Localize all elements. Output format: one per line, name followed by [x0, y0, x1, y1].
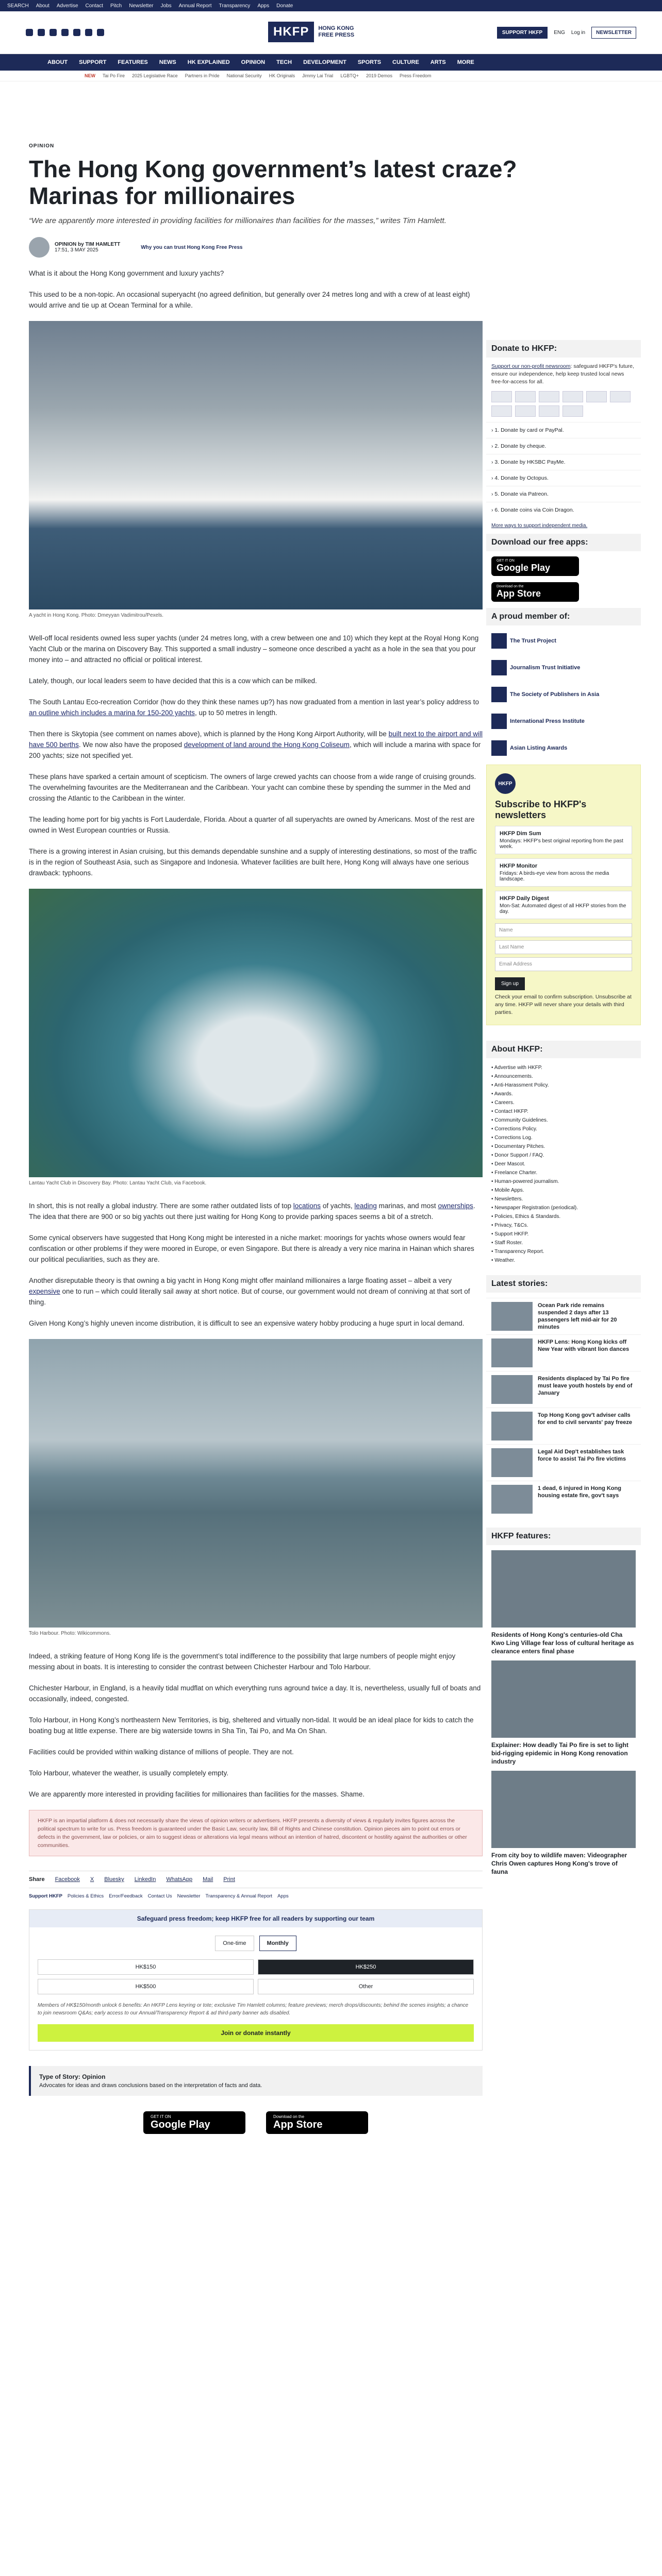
site-logo[interactable] [268, 22, 354, 42]
trending-item[interactable]: 2025 Legislative Race [132, 73, 178, 78]
trust-link[interactable]: Why you can trust Hong Kong Free Press [141, 244, 243, 250]
trending-item[interactable]: LGBTQ+ [340, 73, 359, 78]
paragraph: Chichester Harbour, in England, is a heavily tidal mudflat on which everything runs aground twice a day. It is, nevertheless, usually full of boats and occasionally, indeed, congested. [29, 1684, 481, 1703]
caption: Lantau Yacht Club in Discovery Bay. Photo: Lantau Yacht Club, via Facebook. [29, 1180, 207, 1186]
author-avatar [29, 237, 49, 258]
login-link[interactable]: Log in [571, 29, 586, 36]
email-field[interactable]: Email Address [495, 957, 632, 971]
feature-story[interactable]: Residents of Hong Kong's centuries-old Cha Kwo Ling Village fear loss of cultural heritage as clearance enters final phase [491, 1550, 636, 1655]
newsletter-option[interactable]: HKFP Dim Sum Mondays: HKFP's best original reporting from the past week. [495, 826, 632, 854]
donate-method[interactable]: › 4. Donate by Octopus. [486, 470, 641, 486]
about-link[interactable]: • Community Guidelines. [486, 1116, 641, 1125]
caption: A yacht in Hong Kong. Photo: Dmeyyan Vadimitrou/Pexels. [29, 613, 164, 618]
marina-photo [29, 889, 483, 1177]
caption: Tolo Harbour. Photo: Wikicommons. [29, 1631, 111, 1636]
article-dek: “We are apparently more interested in providing facilities for millionaires than facilities for the masses,” writes Tim Hamlett. [29, 216, 446, 225]
nav-support[interactable]: SUPPORT [79, 59, 107, 65]
about-link[interactable]: • Corrections Policy. [486, 1125, 641, 1133]
about-link[interactable]: • Freelance Charter. [486, 1168, 641, 1177]
trending-nav [0, 71, 662, 81]
hkfp-badge-icon: HKFP [495, 773, 516, 794]
share-print[interactable]: Print [223, 1876, 235, 1883]
story-type-title: Type of Story: Opinion [39, 2073, 106, 2080]
inline-link[interactable]: ownerships [438, 1202, 473, 1210]
card-icon [610, 391, 631, 402]
about-link[interactable]: • Deer Mascot. [486, 1160, 641, 1168]
story-thumbnail [491, 1338, 533, 1367]
top-utility-bar [0, 0, 662, 11]
trending-item[interactable]: Press Freedom [399, 73, 432, 78]
paragraph: What is it about the Hong Kong government and luxury yachts? [29, 269, 224, 277]
paragraph: This used to be a non-topic. An occasional superyacht (no agreed definition, but generally over 24 metres long and with a crew of at least eight) would arrive and tie up at Ocean Terminal for a while. [29, 291, 470, 309]
app-store-badge[interactable]: Download on the App Store [266, 2111, 368, 2134]
paragraph: Given Hong Kong’s highly uneven income distribution, it is difficult to see an expensive watery hobby producing a huge spurt in local demand. [29, 1319, 465, 1327]
topbar-annual-report[interactable]: Annual Report [178, 3, 212, 9]
trending-item[interactable]: Partners in Pride [185, 73, 220, 78]
share-x[interactable]: X [90, 1876, 94, 1883]
paragraph: Facilities could be provided within walking distance of millions of people. They are not. [29, 1748, 294, 1756]
amount-option-selected[interactable]: HK$250 [258, 1959, 474, 1975]
about-link[interactable]: • Newspaper Registration (periodical). [486, 1204, 641, 1212]
trending-item[interactable]: 2019 Demos [366, 73, 392, 78]
latest-story[interactable]: Top Hong Kong gov't adviser calls for end to civil servants' pay freeze [486, 1408, 641, 1444]
paragraph: Another disreputable theory is that owning a big yacht in Hong Kong might offer mainland millionaires a large floating asset – albeit a very expensive one to run – which could literally sail away at short notice. But of course, our government would not dream of conniving at that sort of thing. [29, 1277, 470, 1306]
paragraph: Then there is Skytopia (see comment on names above), which is planned by the Hong Kong Airport Authority, will be built next to the airport and will have 500 berths. We now also have the proposed development of land around the Hong Kong Coliseum, which will include a marina with space for 200 yachts; size not specified yet. [29, 730, 483, 759]
logo-text: HONG KONG FREE PRESS [318, 25, 355, 38]
paragraph: Tolo Harbour, in Hong Kong’s northeastern New Territories, is big, sheltered and virtually non-tidal. It would be an ideal place for kids to catch the boating bug at little expense. There are big waterside towns in Sha Tin, Tai Po, and Ma On Shan. [29, 1716, 474, 1735]
topbar-about[interactable]: About [36, 3, 49, 9]
share-facebook[interactable]: Facebook [55, 1876, 80, 1883]
award-icon [491, 740, 507, 756]
about-link[interactable]: • Privacy, T&Cs. [486, 1221, 641, 1230]
freq-one-time[interactable]: One-time [215, 1936, 254, 1951]
latest-story[interactable]: Residents displaced by Tai Po fire must leave youth hostels by end of January [486, 1371, 641, 1408]
article-body [29, 268, 483, 2134]
paragraph: The leading home port for big yachts is Fort Lauderdale, Florida. About a quarter of all superyachts are owned by Americans. Most of the rest are owned in West European countries or Russia. [29, 816, 475, 834]
google-play-badge[interactable]: GET IT ON Google Play [143, 2111, 245, 2134]
card-icon [491, 391, 512, 402]
footer-link[interactable]: Contact Us [147, 1893, 172, 1899]
share-bar [29, 1871, 483, 1888]
app-store-links [29, 2111, 483, 2134]
about-link[interactable]: • Contact HKFP. [486, 1107, 641, 1116]
about-link[interactable]: • Documentary Pitches. [486, 1142, 641, 1151]
google-play-badge[interactable]: GET IT ON Google Play [491, 556, 579, 576]
donate-method[interactable]: › 6. Donate coins via Coin Dragon. [486, 502, 641, 518]
share-label: Share [29, 1876, 45, 1883]
byline [29, 237, 242, 258]
logo-mark: HKFP [268, 22, 314, 42]
trust-project-icon [491, 633, 507, 649]
paragraph: Tolo Harbour, whatever the weather, is usually completely empty. [29, 1769, 228, 1777]
opinion-disclaimer: HKFP is an impartial platform & does not necessarily share the views of opinion writers or advertisers. HKFP presents a diversity of views & regularly invites figures across the political spectrum to write for us. Press freedom is guaranteed under the Basic Law, security law, Bill of Rights and Chinese constitution. Opinion pieces aim to point out errors or defects in the government, law or policies, or aim to suggest ideas or alterations via legal means without an intention of hatred, discontent or hostility against the authorities or other communities. [29, 1810, 483, 1856]
footer-link[interactable]: Support HKFP [29, 1893, 62, 1899]
about-link[interactable]: • Careers. [486, 1098, 641, 1107]
harbour-photo [29, 1339, 483, 1628]
trending-item[interactable]: Tai Po Fire [103, 73, 125, 78]
subscribe-note: Check your email to confirm subscription. Unsubscribe at any time. HKFP will never share your details with third parties. [495, 994, 632, 1015]
join-button[interactable]: Join or donate instantly [38, 2024, 474, 2042]
donate-method[interactable]: › 5. Donate via Patreon. [486, 486, 641, 502]
youtube-icon[interactable] [61, 29, 69, 36]
about-link[interactable]: • Announcements. [486, 1072, 641, 1081]
app-store-badge[interactable]: Download on the App Store [491, 582, 579, 602]
story-thumbnail [491, 1375, 533, 1404]
inline-link[interactable]: leading [354, 1202, 377, 1210]
latest-story[interactable]: Legal Aid Dep't establishes task force to assist Tai Po fire victims [486, 1444, 641, 1481]
share-bluesky[interactable]: Bluesky [104, 1876, 124, 1883]
inline-link[interactable]: development of land around the Hong Kong Coliseum [184, 741, 350, 749]
figure-yacht [29, 321, 483, 618]
support-button[interactable]: SUPPORT HKFP [497, 27, 548, 39]
feature-story[interactable]: From city boy to wildlife maven: Videographer Chris Owen captures Hong Kong's trove of fauna [491, 1771, 636, 1876]
publish-date: 17:51, 3 MAY 2025 [55, 247, 98, 253]
about-link[interactable]: • Anti-Harassment Policy. [486, 1081, 641, 1090]
feature-story[interactable]: Explainer: How deadly Tai Po fire is set to light bid-rigging epidemic in Hong Kong renovation industry [491, 1660, 636, 1766]
about-link[interactable]: • Human-powered journalism. [486, 1177, 641, 1186]
about-link[interactable]: • Corrections Log. [486, 1133, 641, 1142]
story-type-box [29, 2066, 483, 2096]
sidebar-latest-title: Latest stories: [486, 1275, 641, 1293]
paragraph: Lately, though, our local leaders seem to have decided that this is a cow which can be milked. [29, 677, 317, 685]
card-icon [515, 391, 536, 402]
about-link[interactable]: • Support HKFP. [486, 1230, 641, 1239]
story-thumbnail [491, 1302, 533, 1331]
nav-news[interactable]: NEWS [159, 59, 176, 65]
nonprofit-link[interactable]: Support our non-profit newsroom [491, 363, 571, 369]
donate-method[interactable]: › 2. Donate by cheque. [486, 438, 641, 454]
section-label[interactable]: OPINION [29, 143, 55, 149]
about-link[interactable]: • Advertise with HKFP. [486, 1063, 641, 1072]
card-icon [586, 391, 607, 402]
facebook-icon[interactable] [26, 29, 33, 36]
author-name[interactable]: OPINION by TIM HAMLETT [55, 242, 121, 247]
sidebar-donate-title: Donate to HKFP: [486, 340, 641, 358]
card-icon [515, 405, 536, 417]
language-select[interactable]: ENG [554, 29, 565, 36]
nav-tech[interactable]: TECH [276, 59, 292, 65]
inline-link[interactable]: built next to the airport and will have 500 berths [29, 730, 483, 749]
donate-method[interactable]: › 1. Donate by card or PayPal. [486, 422, 641, 438]
member-logo[interactable]: The Society of Publishers in Asia [491, 684, 636, 705]
paragraph: The South Lantau Eco-recreation Corridor (how do they think these names up?) has now graduated from a mention in last year’s policy address to an outline which includes a marina for 150-200 yachts, up to 50 metres in length. [29, 698, 479, 717]
signup-button[interactable]: Sign up [495, 977, 525, 990]
donation-methods [486, 422, 641, 518]
first-name-field[interactable]: Name [495, 923, 632, 937]
paragraph: We are apparently more interested in providing facilities for millionaires than facilities for the masses. Shame. [29, 1790, 365, 1798]
about-link[interactable]: • Mobile Apps. [486, 1186, 641, 1195]
freq-monthly[interactable]: Monthly [259, 1936, 296, 1951]
trending-item[interactable]: Jimmy Lai Trial [302, 73, 334, 78]
nav-about[interactable]: ABOUT [47, 59, 68, 65]
footer-link[interactable]: Newsletter [177, 1893, 201, 1899]
sidebar-member-title: A proud member of: [486, 608, 641, 625]
topbar-newsletter[interactable]: Newsletter [129, 3, 154, 9]
footer-link[interactable]: Error/Feedback [109, 1893, 143, 1899]
story-thumbnail [491, 1412, 533, 1440]
topbar-donate[interactable]: Donate [276, 3, 293, 9]
sidebar [486, 340, 641, 1881]
inline-link[interactable]: locations [293, 1202, 321, 1210]
topbar-jobs[interactable]: Jobs [160, 3, 172, 9]
about-link[interactable]: • Policies, Ethics & Standards. [486, 1212, 641, 1221]
article-footer-links [29, 1893, 483, 1899]
ipi-icon [491, 714, 507, 729]
nav-hk-explained[interactable]: HK EXPLAINED [187, 59, 230, 65]
card-icon [539, 391, 559, 402]
nav-culture[interactable]: CULTURE [392, 59, 419, 65]
sidebar-features-title: HKFP features: [486, 1528, 641, 1545]
donation-frequency [29, 1927, 482, 1959]
card-icon [562, 405, 583, 417]
nav-opinion[interactable]: OPINION [241, 59, 266, 65]
trending-item[interactable]: HK Originals [269, 73, 295, 78]
paragraph: These plans have sparked a certain amount of scepticism. The owners of large crewed yachts can choose from a wide range of cruising grounds. The overwhelming favourites are the Mediterranean and the Caribbean. Your yacht can combine these by spending the summer in the Med and crossing the Atlantic to the Caribbean in the winter. [29, 773, 476, 802]
rss-icon[interactable] [97, 29, 104, 36]
feature-image [491, 1660, 636, 1738]
latest-story[interactable]: HKFP Lens: Hong Kong kicks off New Year with vibrant lion dances [486, 1334, 641, 1371]
donate-method[interactable]: › 3. Donate by HKSBC PayMe. [486, 454, 641, 470]
share-mail[interactable]: Mail [203, 1876, 213, 1883]
footer-link[interactable]: Policies & Ethics [67, 1893, 104, 1899]
sopa-icon [491, 687, 507, 702]
inline-link[interactable]: an outline which includes a marina for 150-200 yachts [29, 709, 195, 717]
newsletter-option[interactable]: HKFP Monitor Fridays: A birds-eye view from across the media landscape. [495, 858, 632, 887]
figure-marina [29, 889, 483, 1186]
member-benefits: Members of HK$150/month unlock 6 benefits: An HKFP Lens keyring or tote; exclusive Tim Hamlett columns; feature previews; merch drops/discounts; behind the scenes insights; a chance to join newsroom Q&As; early access to our Annual/Transparency Report & ad third-party banner ads disabled. [38, 2003, 469, 2016]
story-thumbnail [491, 1448, 533, 1477]
story-thumbnail [491, 1485, 533, 1514]
last-name-field[interactable]: Last Name [495, 940, 632, 954]
latest-story[interactable]: 1 dead, 6 injured in Hong Kong housing estate fire, gov't says [486, 1481, 641, 1517]
topbar-advertise[interactable]: Advertise [56, 3, 78, 9]
instagram-icon[interactable] [49, 29, 57, 36]
masthead [0, 11, 662, 54]
member-logo[interactable]: The Trust Project [491, 631, 636, 651]
paragraph: There is a growing interest in Asian cruising, but this demands dependable sunshine and a supply of interesting destinations, so most of the traffic is in the region of Southeast Asia, such as Singapore and Indonesia. Whatever facilities are built here, Hong Kong will always have one serious drawback: typhoons. [29, 848, 477, 877]
inline-link[interactable]: expensive [29, 1287, 60, 1295]
about-link[interactable]: • Transparency Report. [486, 1247, 641, 1256]
donation-box [29, 1909, 483, 2050]
about-links [486, 1063, 641, 1265]
member-logo[interactable]: Journalism Trust Initiative [491, 657, 636, 678]
member-logo[interactable]: International Press Institute [491, 711, 636, 732]
topbar-contact[interactable]: Contact [85, 3, 103, 9]
card-icon [562, 391, 583, 402]
sidebar-apps-title: Download our free apps: [486, 534, 641, 551]
paragraph: Indeed, a striking feature of Hong Kong life is the government’s total indifference to the possibility that large numbers of people might enjoy messing about in boats. It is interesting to consider the contrast between Chichester Harbour and Tolo Harbour. [29, 1652, 456, 1671]
paragraph: Some cynical observers have suggested that Hong Kong might be interested in a niche market: moorings for yachts whose owners would fear confiscation or other problems if they were moored in Europe, or even Singapore. But there is already a very nice marina in Hainan which shares our political peculiarities, such as they are. [29, 1234, 474, 1263]
nav-sports[interactable]: SPORTS [357, 59, 382, 65]
sidebar-donate-text: Support our non-profit newsroom: safeguard HKFP's future, ensure our independence, help keep trusted local news free-for-access for all. [491, 363, 634, 385]
share-whatsapp[interactable]: WhatsApp [166, 1876, 193, 1883]
topbar-search[interactable]: SEARCH [7, 3, 29, 9]
trending-item[interactable]: National Security [226, 73, 262, 78]
social-links [26, 29, 104, 36]
main-nav [0, 54, 662, 71]
threads-icon[interactable] [85, 29, 92, 36]
donation-amounts [29, 1959, 482, 1994]
figure-harbour [29, 1339, 483, 1636]
member-logo[interactable]: Asian Listing Awards [491, 738, 636, 758]
story-type-text: Advocates for ideas and draws conclusions based on the interpretation of facts and data. [39, 2082, 262, 2089]
newsletter-option[interactable]: HKFP Daily Digest Mon-Sat: Automated digest of all HKFP stories from the day. [495, 891, 632, 919]
about-link[interactable]: • Staff Roster. [486, 1239, 641, 1247]
feature-image [491, 1550, 636, 1628]
paragraph: In short, this is not really a global industry. There are some rather outdated lists of top locations of yachts, leading marinas, and most ownerships. The idea that there are 900 or so big yachts out there just waiting for Hong Kong to provide parking spaces seems a bit of a stretch. [29, 1202, 475, 1221]
amount-option[interactable]: HK$150 [38, 1959, 254, 1975]
article-headline: The Hong Kong government’s latest craze? Marinas for millionaires [29, 156, 517, 209]
nav-features[interactable]: FEATURES [118, 59, 148, 65]
yacht-photo [29, 321, 483, 609]
topbar-pitch[interactable]: Pitch [110, 3, 122, 9]
card-icon [539, 405, 559, 417]
newsletter-button[interactable]: NEWSLETTER [591, 27, 636, 39]
about-link[interactable]: • Weather. [486, 1256, 641, 1265]
sidebar-about-title: About HKFP: [486, 1041, 641, 1058]
topbar-apps[interactable]: Apps [257, 3, 270, 9]
latest-story[interactable]: Ocean Park ride remains suspended 2 days after 13 passengers left mid-air for 20 minutes [486, 1298, 641, 1334]
nav-arts[interactable]: ARTS [430, 59, 446, 65]
new-badge: NEW [85, 73, 95, 78]
footer-link[interactable]: Apps [277, 1893, 289, 1899]
subscribe-title: Subscribe to HKFP's newsletters [495, 799, 587, 820]
card-icon [491, 405, 512, 417]
nav-more[interactable]: MORE [457, 59, 474, 65]
payment-methods [486, 386, 641, 422]
x-icon[interactable] [38, 29, 45, 36]
about-link[interactable]: • Donor Support / FAQ. [486, 1151, 641, 1160]
topbar-transparency[interactable]: Transparency [219, 3, 251, 9]
amount-other[interactable]: Other [258, 1979, 474, 1994]
about-link[interactable]: • Awards. [486, 1090, 641, 1098]
amount-option[interactable]: HK$500 [38, 1979, 254, 1994]
paragraph: Well-off local residents owned less super yachts (under 24 metres long, with a crew between one and 10) which they kept at the Royal Hong Kong Yacht Club or the marina on Discovery Bay. This supported a small industry – someone once described a yacht as a hole in the sea that you pour money into – and attracted no official or political interest. [29, 634, 479, 664]
donation-heading: Safeguard press freedom; keep HKFP free for all readers by supporting our team [29, 1910, 482, 1927]
telegram-icon[interactable] [73, 29, 80, 36]
nav-development[interactable]: DEVELOPMENT [303, 59, 346, 65]
newsletter-signup [486, 765, 641, 1025]
more-ways-link[interactable]: More ways to support independent media. [491, 523, 588, 529]
jti-icon [491, 660, 507, 675]
share-linkedin[interactable]: LinkedIn [134, 1876, 156, 1883]
about-link[interactable]: • Newsletters. [486, 1195, 641, 1204]
feature-image [491, 1771, 636, 1848]
footer-link[interactable]: Transparency & Annual Report [205, 1893, 273, 1899]
